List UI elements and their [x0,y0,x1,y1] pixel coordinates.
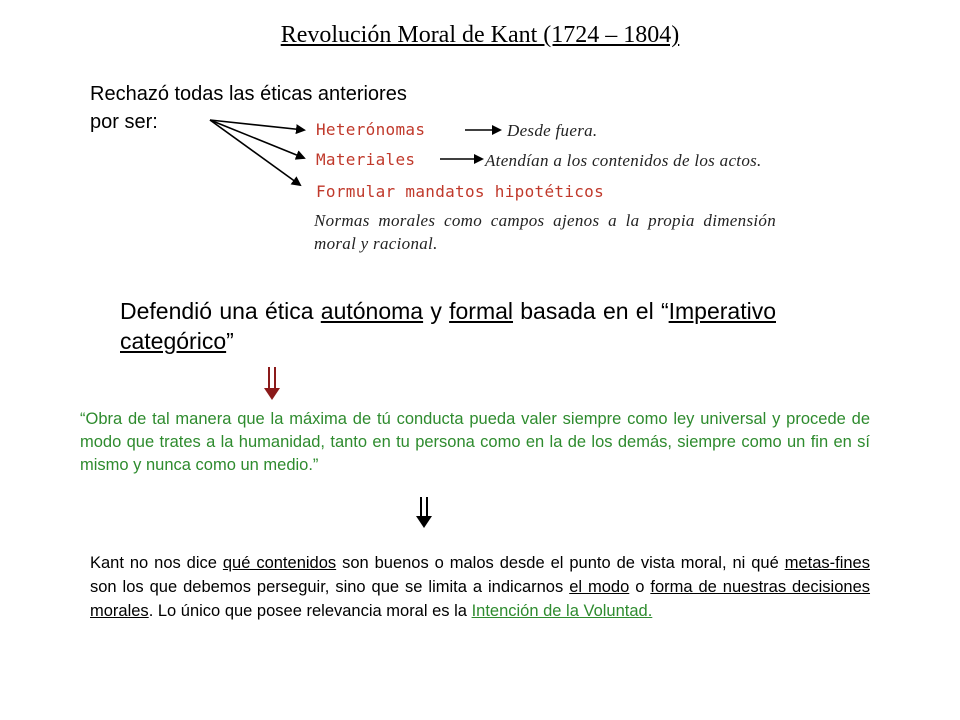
double-arrow-red [264,367,280,400]
term-forma-decisiones: forma de nuestras decisiones morales [90,578,871,620]
defend-text-1: Defendió una ética [120,298,321,324]
conclusion-t2: son buenos o malos desde el punto de vista moral, ni qué [336,554,785,572]
conclusion-t3: son los que debemos perseguir, sino que se limita a indicarnos [90,578,570,596]
term-imperativo: Imperativo categórico [120,298,776,354]
term-que-contenidos: qué contenidos [222,554,337,572]
intencion-voluntad-link[interactable]: Intención de la Voluntad. [471,602,653,620]
defend-statement [120,296,776,356]
branch-hipoteticos: Formular mandatos hipotéticos [316,182,605,201]
conclusion-text [90,551,870,623]
term-formal: formal [449,298,514,324]
intro-line-2: por ser: [90,111,158,133]
conclusion-t5: . Lo único que posee relevancia moral es la [148,602,472,620]
defend-text-4: ” [226,328,234,354]
branch-heteronomas: Heterónomas [316,120,426,139]
defend-text-2: y [423,298,450,324]
term-el-modo: el modo [569,578,630,596]
term-metas-fines: metas-fines [784,554,870,572]
desc-hipoteticos: Normas morales como campos ajenos a la propia dimensión moral y racional. [314,211,776,253]
intro-line-1: Rechazó todas las éticas anteriores [90,83,407,105]
imperative-quote: “Obra de tal manera que la máxima de tú conducta pueda valer siempre como ley universal y procede de modo que trates a la humanidad, tanto en tu persona como en la de los demás, siempre como un fin en sí mismo y nunca como un medio.” [80,410,870,474]
defend-text-3: basada en el “ [513,298,669,324]
branch-arrow-3 [210,120,300,185]
desc-materiales: Atendían a los contenidos de los actos. [485,151,762,170]
branch-materiales: Materiales [316,150,416,169]
desc-heteronomas: Desde fuera. [507,121,598,140]
conclusion-t4: o [629,578,651,596]
double-arrow-black [416,497,432,528]
slide-title: Revolución Moral de Kant (1724 – 1804) [280,22,680,48]
term-autonoma: autónoma [320,298,424,324]
conclusion-t1: Kant no nos dice [90,554,223,572]
